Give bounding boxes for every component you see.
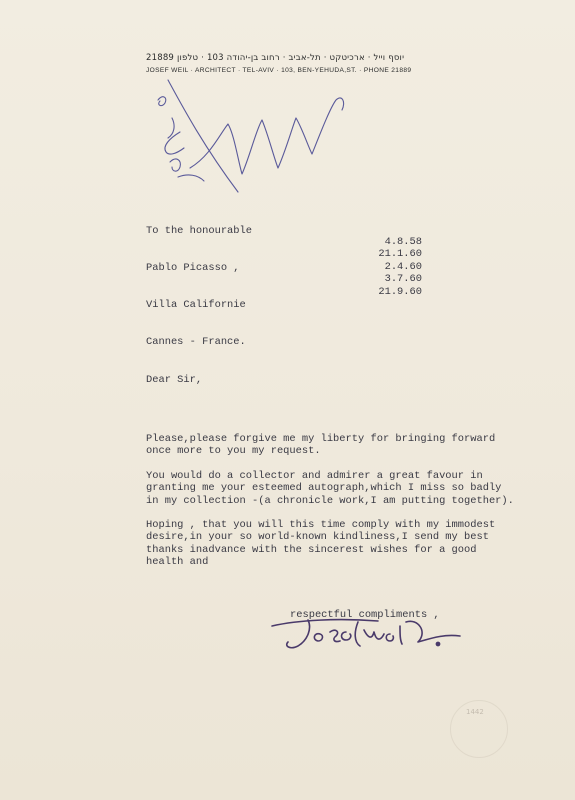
handwritten-signature <box>268 612 468 654</box>
date-entry: 3.7.60 <box>384 273 422 286</box>
date-entry: 4.8.58 <box>384 236 422 248</box>
pencil-annotation <box>150 72 350 197</box>
date-list <box>372 236 422 298</box>
salutation: Dear Sir, <box>146 374 203 386</box>
date-entry: 21.9.60 <box>378 285 422 298</box>
pencil-mark: 1442 <box>466 708 484 716</box>
body-paragraph: You would do a collector and admirer a great favour in granting me your esteemed autograph,which I miss so badly in my collection -(a chronicle work,I am putting together). <box>146 470 514 507</box>
body-paragraph: Hoping , that you will this time comply with my immodest desire,in your so world-known kindliness,I send my best thanks inadvance with the sincerest wishes for a good health and <box>146 519 496 569</box>
address-line: Cannes - France. <box>146 336 246 349</box>
letterhead-latin: JOSEF WEIL · ARCHITECT · TEL-AVIV · 103, BEN-YEHUDA,ST. · PHONE 21889 <box>146 67 412 74</box>
closing: respectful compliments , <box>290 609 440 621</box>
address-line: Pablo Picasso , <box>146 262 240 275</box>
date-entry: 21.1.60 <box>378 248 422 261</box>
letterhead-hebrew: יוסף וייל · ארכיטקט · תל-אביב · רחוב בן-יהודה 103 · טלפון 21889 <box>146 53 405 63</box>
date-entry: 2.4.60 <box>384 260 422 273</box>
recipient-address <box>146 200 252 374</box>
address-line: To the honourable <box>146 224 253 237</box>
body-paragraph: Please,please forgive me my liberty for bringing forward once more to you my request. <box>146 433 496 458</box>
address-line: Villa Californie <box>146 299 246 312</box>
